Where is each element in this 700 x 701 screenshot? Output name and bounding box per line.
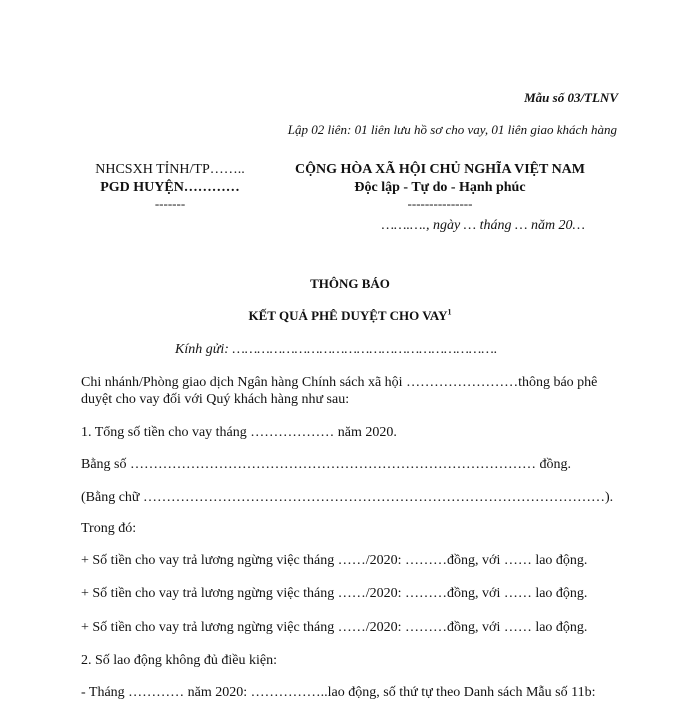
copies-note: Lập 02 liên: 01 liên lưu hồ sơ cho vay, 01 liên giao khách hàng: [287, 122, 617, 137]
republic-divider: ---------------: [407, 196, 473, 211]
org-line-1: NHCSXH TỈNH/TP……..: [95, 162, 245, 177]
body-line-amount-words: (Bằng chữ ………………………………………………………………………………………).: [81, 490, 614, 505]
intro-line-2: duyệt cho vay đối với Quý khách hàng như sau:: [81, 392, 350, 407]
body-line-wage-1: + Số tiền cho vay trả lương ngừng việc tháng ……/2020: ………đồng, với …… lao động.: [81, 553, 588, 568]
body-line-therein: Trong đó:: [81, 521, 137, 536]
body-line-wage-3: + Số tiền cho vay trả lương ngừng việc tháng ……/2020: ………đồng, với …… lao động.: [81, 620, 588, 635]
date-line: …….…., ngày … tháng … năm 20…: [381, 218, 585, 233]
body-line-month: - Tháng ………… năm 2020: ……………..lao động, số thứ tự theo Danh sách Mẫu số 11b:: [81, 685, 596, 700]
doc-title: THÔNG BÁO: [310, 276, 390, 291]
org-divider: -------: [154, 196, 186, 211]
body-line-wage-2: + Số tiền cho vay trả lương ngừng việc tháng ……/2020: ………đồng, với …… lao động.: [81, 586, 588, 601]
republic-motto: Độc lập - Tự do - Hạnh phúc: [354, 180, 526, 195]
body-line-ineligible: 2. Số lao động không đủ điều kiện:: [81, 653, 277, 668]
doc-subtitle-text: KẾT QUẢ PHÊ DUYỆT CHO VAY: [248, 308, 448, 323]
republic-title: CỘNG HÒA XÃ HỘI CHỦ NGHĨA VIỆT NAM: [294, 162, 585, 177]
footnote-mark: 1: [447, 307, 452, 317]
form-code: Mẫu số 03/TLNV: [524, 90, 618, 105]
org-line-2: PGD HUYỆN…………: [100, 180, 240, 195]
body-line-amount-number: Bằng số …………………………………………………………………………… đồng.: [81, 457, 571, 472]
recipient-line: Kính gửi: ……………………………………………………….: [175, 342, 498, 357]
body-line-total: 1. Tổng số tiền cho vay tháng ……………… năm 2020.: [81, 425, 397, 440]
intro-line-1: Chi nhánh/Phòng giao dịch Ngân hàng Chính sách xã hội ……………………thông báo phê: [81, 375, 598, 390]
doc-subtitle: [0, 308, 700, 324]
